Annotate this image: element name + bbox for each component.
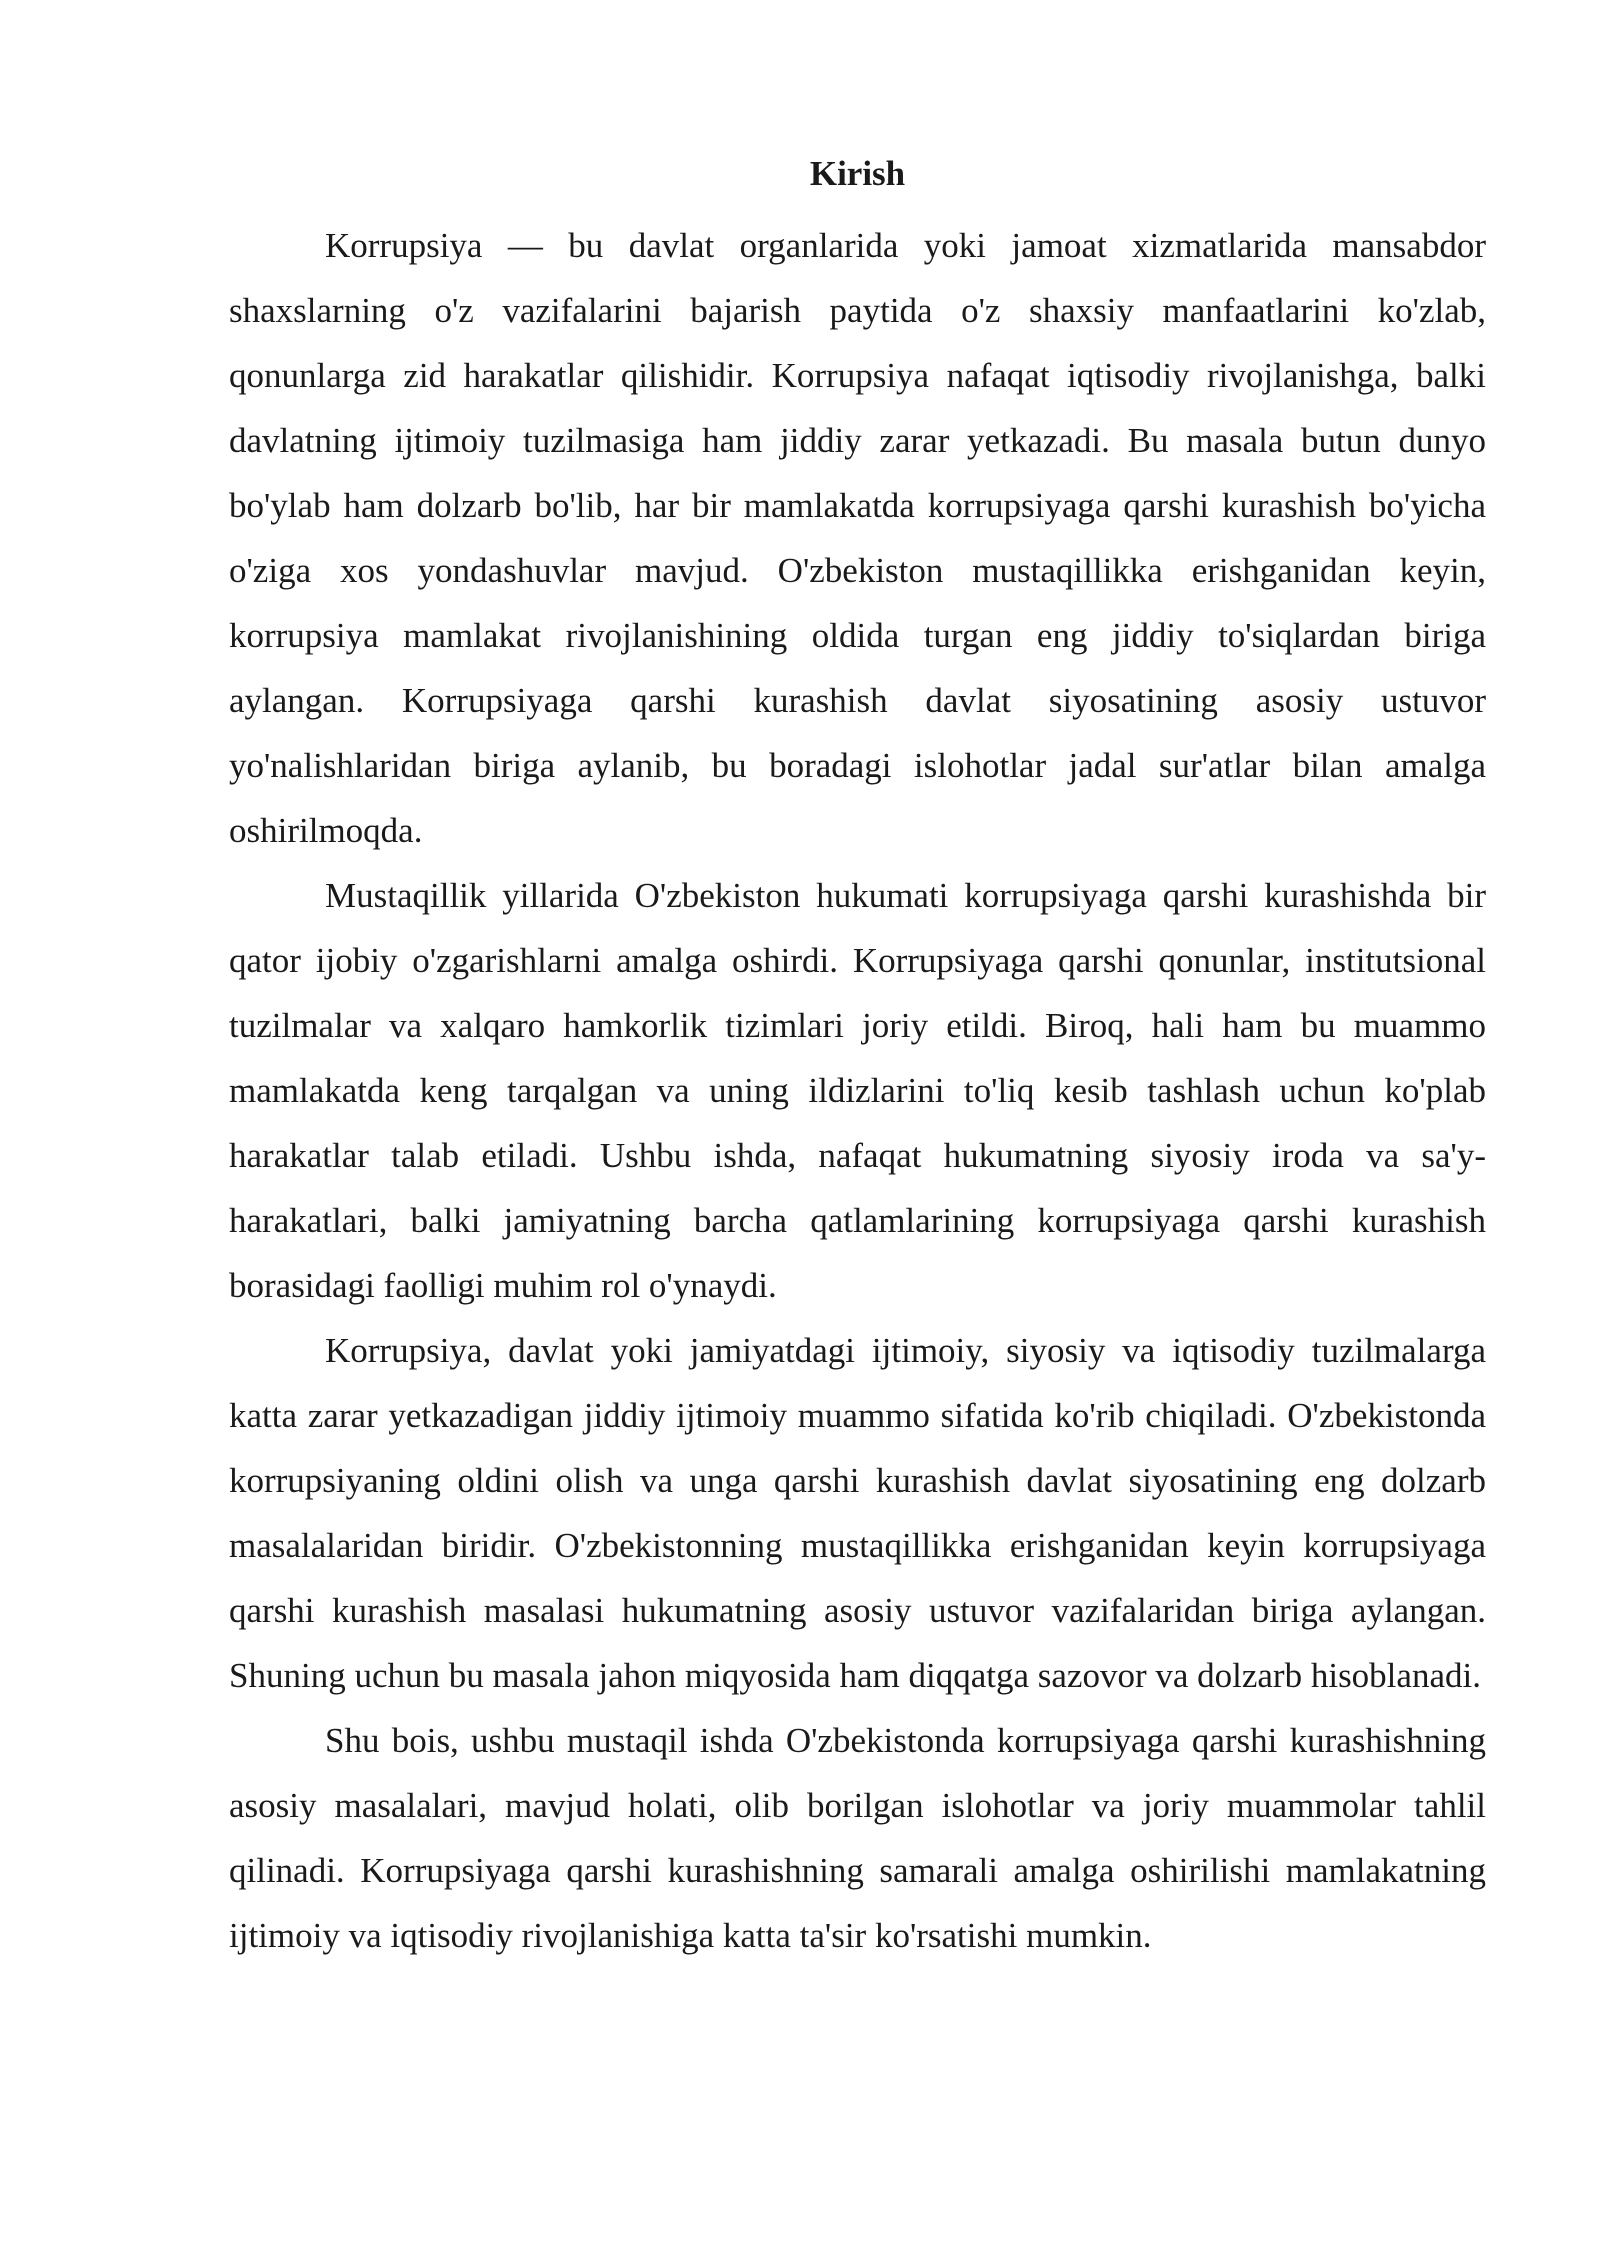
paragraph-2: Mustaqillik yillarida O'zbekiston hukumati korrupsiyaga qarshi kurashishda bir qator ijobiy o'zgarishlarni amalga oshirdi. Korrupsiyaga qarshi qonunlar, institutsional tuzilmalar va xalqaro hamkorlik tizimlari joriy etildi. Biroq, hali ham bu muammo mamlakatda keng tarqalgan va uning ildizlarini to'liq kesib tashlash uchun ko'plab harakatlar talab etiladi. Ushbu ishda, nafaqat hukumatning siyosiy iroda va sa'y-harakatlari, balki jamiyatning barcha qatlamlarining korrupsiyaga qarshi kurashish borasidagi faolligi muhim rol o'ynaydi.	[229, 876, 1486, 1305]
paragraph-4: Shu bois, ushbu mustaqil ishda O'zbekistonda korrupsiyaga qarshi kurashishning asosiy masalalari, mavjud holati, olib borilgan islohotlar va joriy muammolar tahlil qilinadi. Korrupsiyaga qarshi kurashishning samarali amalga oshirilishi mamlakatning ijtimoiy va iqtisodiy rivojlanishiga katta ta'sir ko'rsatishi mumkin.	[229, 1721, 1486, 1955]
document-body	[229, 213, 1486, 1968]
page-title: Kirish	[809, 154, 906, 193]
paragraph-1: Korrupsiya — bu davlat organlarida yoki jamoat xizmatlarida mansabdor shaxslarning o'z vazifalarini bajarish paytida o'z shaxsiy manfaatlarini ko'zlab, qonunlarga zid harakatlar qilishidir. Korrupsiya nafaqat iqtisodiy rivojlanishga, balki davlatning ijtimoiy tuzilmasiga ham jiddiy zarar yetkazadi. Bu masala butun dunyo bo'ylab ham dolzarb bo'lib, har bir mamlakatda korrupsiyaga qarshi kurashish bo'yicha o'ziga xos yondashuvlar mavjud. O'zbekiston mustaqillikka erishganidan keyin, korrupsiya mamlakat rivojlanishining oldida turgan eng jiddiy to'siqlardan biriga aylangan. Korrupsiyaga qarshi kurashish davlat siyosatining asosiy ustuvor yo'nalishlaridan biriga aylanib, bu boradagi islohotlar jadal sur'atlar bilan amalga oshirilmoqda.	[229, 226, 1486, 850]
document-page	[229, 148, 1486, 1968]
paragraph-3: Korrupsiya, davlat yoki jamiyatdagi ijtimoiy, siyosiy va iqtisodiy tuzilmalarga katta zarar yetkazadigan jiddiy ijtimoiy muammo sifatida ko'rib chiqiladi. O'zbekistonda korrupsiyaning oldini olish va unga qarshi kurashish davlat siyosatining eng dolzarb masalalaridan biridir. O'zbekistonning mustaqillikka erishganidan keyin korrupsiyaga qarshi kurashish masalasi hukumatning asosiy ustuvor vazifalaridan biriga aylangan. Shuning uchun bu masala jahon miqyosida ham diqqatga sazovor va dolzarb hisoblanadi.	[229, 1331, 1486, 1695]
